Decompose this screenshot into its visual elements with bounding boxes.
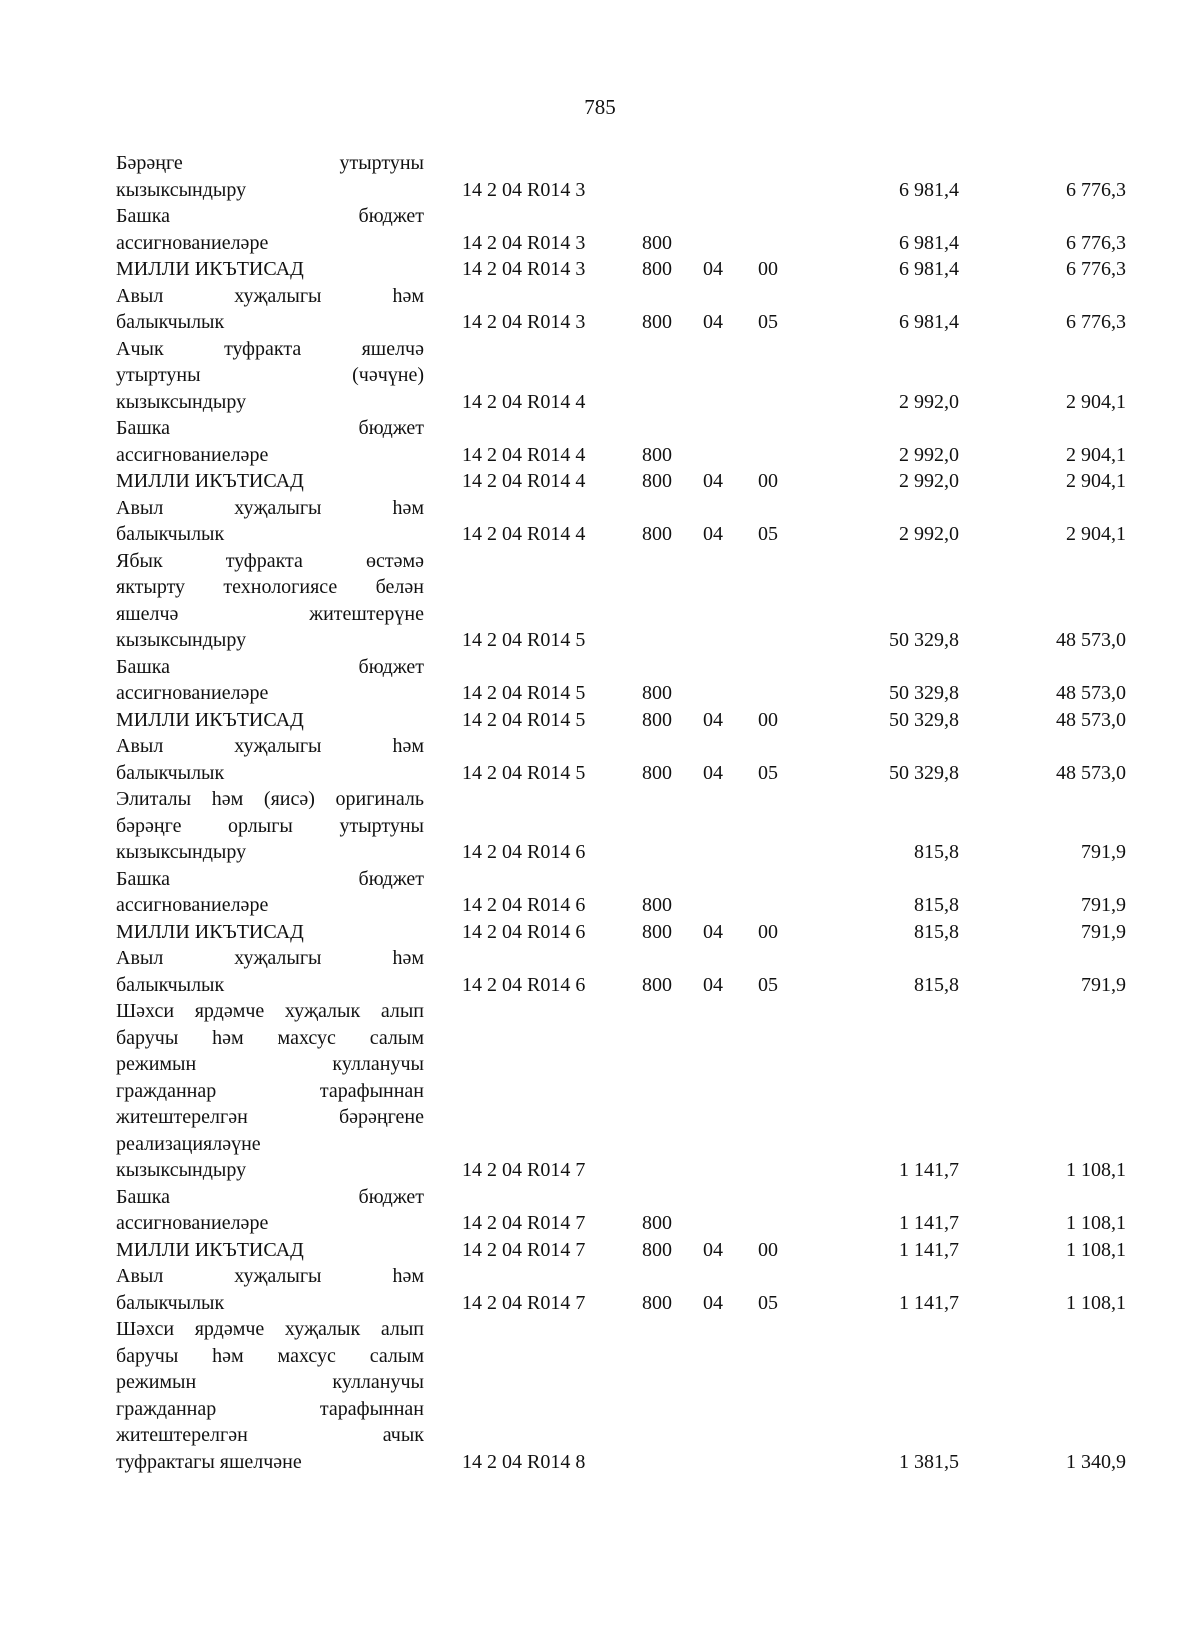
table-row xyxy=(116,998,1126,1184)
amount-year-2: 1 340,9 xyxy=(1066,1450,1126,1473)
row-name xyxy=(116,283,424,336)
row-name-line: Бәрәңге утыртуны xyxy=(116,152,424,174)
row-name-line: Башка бюджет xyxy=(116,417,424,439)
row-name xyxy=(116,415,424,468)
amount-year-1: 815,8 xyxy=(914,920,959,943)
subsection-code: 00 xyxy=(758,258,778,280)
target-code: 14 2 04 R014 7 xyxy=(462,1212,586,1234)
amount-year-2: 1 108,1 xyxy=(1066,1291,1126,1314)
row-name-line: ассигнованиеләре xyxy=(116,682,269,704)
row-name-line: Ачык туфракта яшелчә xyxy=(116,337,424,360)
row-name xyxy=(116,866,424,919)
row-name xyxy=(116,919,424,946)
row-name-line: ассигнованиеләре xyxy=(116,443,269,466)
amount-year-2: 2 904,1 xyxy=(1066,523,1126,545)
amount-year-1: 815,8 xyxy=(914,894,959,916)
amount-year-1: 6 981,4 xyxy=(899,311,959,333)
amount-year-2: 791,9 xyxy=(1081,920,1126,943)
row-name xyxy=(116,1316,424,1475)
target-code: 14 2 04 R014 3 xyxy=(462,311,586,333)
expense-type: 800 xyxy=(642,523,672,545)
table-row xyxy=(116,1263,1126,1316)
row-name xyxy=(116,1184,424,1237)
row-name xyxy=(116,468,424,495)
target-code: 14 2 04 R014 5 xyxy=(462,682,586,704)
row-name-line: Башка бюджет xyxy=(116,205,424,227)
row-name xyxy=(116,998,424,1184)
row-name-line: балыкчылык xyxy=(116,1291,225,1314)
row-name xyxy=(116,336,424,416)
table-row xyxy=(116,945,1126,998)
row-name-line: режимын кулланучы xyxy=(116,1371,424,1393)
table-row xyxy=(116,336,1126,416)
amount-year-2: 1 108,1 xyxy=(1066,1212,1126,1234)
row-name-line: МИЛЛИ ИКЪТИСАД xyxy=(116,708,304,731)
amount-year-1: 50 329,8 xyxy=(889,761,959,784)
amount-year-1: 815,8 xyxy=(914,841,959,863)
amount-year-1: 50 329,8 xyxy=(889,629,959,651)
target-code: 14 2 04 R014 4 xyxy=(462,523,586,545)
target-code: 14 2 04 R014 8 xyxy=(462,1450,586,1473)
amount-year-2: 48 573,0 xyxy=(1056,682,1126,704)
row-name xyxy=(116,733,424,786)
row-name-line: житештерелгән бәрәңгене xyxy=(116,1106,424,1128)
row-name-line: Авыл хуҗалыгы һәм xyxy=(116,1265,424,1287)
row-name-line: кызыксындыру xyxy=(116,1159,247,1181)
expense-type: 800 xyxy=(642,311,672,333)
section-code: 04 xyxy=(703,470,723,492)
section-code: 04 xyxy=(703,708,723,731)
target-code: 14 2 04 R014 6 xyxy=(462,920,586,943)
row-name-line: режимын кулланучы xyxy=(116,1053,424,1075)
subsection-code: 00 xyxy=(758,920,778,943)
row-name-line: туфрактагы яшелчәне xyxy=(116,1450,302,1473)
amount-year-1: 1 141,7 xyxy=(899,1159,959,1181)
row-name-line: ассигнованиеләре xyxy=(116,1212,269,1234)
amount-year-2: 48 573,0 xyxy=(1056,629,1126,651)
target-code: 14 2 04 R014 5 xyxy=(462,708,586,731)
row-name-line: утыртуны (чәчүне) xyxy=(116,364,424,386)
amount-year-1: 1 141,7 xyxy=(899,1291,959,1314)
target-code: 14 2 04 R014 7 xyxy=(462,1291,586,1314)
section-code: 04 xyxy=(703,920,723,943)
row-name-line: гражданнар тарафыннан xyxy=(116,1079,424,1102)
target-code: 14 2 04 R014 3 xyxy=(462,178,586,201)
row-name-line: баручы һәм махсус салым xyxy=(116,1344,424,1367)
amount-year-1: 2 992,0 xyxy=(899,443,959,466)
table-row xyxy=(116,654,1126,707)
subsection-code: 05 xyxy=(758,311,778,333)
amount-year-2: 6 776,3 xyxy=(1066,231,1126,254)
expense-type: 800 xyxy=(642,973,672,996)
amount-year-1: 1 141,7 xyxy=(899,1238,959,1261)
table-row xyxy=(116,866,1126,919)
row-name-line: реализацияләүне xyxy=(116,1132,261,1155)
expense-type: 800 xyxy=(642,920,672,943)
expense-type: 800 xyxy=(642,682,672,704)
table-row xyxy=(116,283,1126,336)
row-name-line: балыкчылык xyxy=(116,973,225,996)
row-name-line: кызыксындыру xyxy=(116,390,247,413)
table-row xyxy=(116,468,1126,495)
row-name xyxy=(116,256,424,283)
table-row xyxy=(116,415,1126,468)
budget-table xyxy=(116,150,1126,1475)
expense-type: 800 xyxy=(642,1212,672,1234)
row-name xyxy=(116,203,424,256)
row-name-line: баручы һәм махсус салым xyxy=(116,1026,424,1049)
row-name xyxy=(116,654,424,707)
subsection-code: 00 xyxy=(758,708,778,731)
amount-year-1: 815,8 xyxy=(914,973,959,996)
table-row xyxy=(116,203,1126,256)
row-name xyxy=(116,786,424,866)
amount-year-2: 48 573,0 xyxy=(1056,708,1126,731)
row-name-line: МИЛЛИ ИКЪТИСАД xyxy=(116,470,304,492)
expense-type: 800 xyxy=(642,761,672,784)
subsection-code: 05 xyxy=(758,1291,778,1314)
row-name-line: Элиталы һәм (яисә) оригиналь xyxy=(116,788,424,810)
row-name xyxy=(116,495,424,548)
table-row xyxy=(116,150,1126,203)
row-name-line: Шәхси ярдәмче хуҗалык алып xyxy=(116,1000,424,1022)
table-row xyxy=(116,707,1126,734)
expense-type: 800 xyxy=(642,708,672,731)
row-name-line: гражданнар тарафыннан xyxy=(116,1397,424,1420)
row-name-line: Авыл хуҗалыгы һәм xyxy=(116,496,424,519)
row-name-line: Башка бюджет xyxy=(116,867,424,890)
amount-year-1: 1 381,5 xyxy=(899,1450,959,1473)
amount-year-1: 50 329,8 xyxy=(889,682,959,704)
section-code: 04 xyxy=(703,311,723,333)
section-code: 04 xyxy=(703,258,723,280)
amount-year-2: 6 776,3 xyxy=(1066,178,1126,201)
expense-type: 800 xyxy=(642,470,672,492)
row-name-line: бәрәңге орлыгы утыртуны xyxy=(116,814,424,837)
row-name-line: Авыл хуҗалыгы һәм xyxy=(116,947,424,969)
row-name-line: балыкчылык xyxy=(116,761,225,784)
expense-type: 800 xyxy=(642,231,672,254)
amount-year-1: 6 981,4 xyxy=(899,258,959,280)
target-code: 14 2 04 R014 4 xyxy=(462,443,586,466)
amount-year-1: 2 992,0 xyxy=(899,390,959,413)
amount-year-2: 48 573,0 xyxy=(1056,761,1126,784)
row-name-line: кызыксындыру xyxy=(116,178,247,201)
row-name xyxy=(116,548,424,654)
expense-type: 800 xyxy=(642,894,672,916)
row-name-line: житештерелгән ачык xyxy=(116,1424,424,1446)
row-name-line: Авыл хуҗалыгы һәм xyxy=(116,735,424,757)
row-name-line: ассигнованиеләре xyxy=(116,231,269,254)
row-name-line: МИЛЛИ ИКЪТИСАД xyxy=(116,258,304,280)
target-code: 14 2 04 R014 6 xyxy=(462,973,586,996)
subsection-code: 05 xyxy=(758,973,778,996)
table-row xyxy=(116,733,1126,786)
amount-year-2: 2 904,1 xyxy=(1066,390,1126,413)
row-name-line: яшелчә житештерүне xyxy=(116,602,424,625)
table-row xyxy=(116,919,1126,946)
section-code: 04 xyxy=(703,1291,723,1314)
row-name xyxy=(116,1237,424,1264)
row-name-line: Башка бюджет xyxy=(116,1185,424,1208)
amount-year-2: 791,9 xyxy=(1081,973,1126,996)
subsection-code: 05 xyxy=(758,761,778,784)
amount-year-2: 6 776,3 xyxy=(1066,311,1126,333)
row-name-line: ассигнованиеләре xyxy=(116,894,269,916)
row-name-line: Шәхси ярдәмче хуҗалык алып xyxy=(116,1318,424,1340)
target-code: 14 2 04 R014 6 xyxy=(462,841,586,863)
section-code: 04 xyxy=(703,1238,723,1261)
table-row xyxy=(116,1184,1126,1237)
amount-year-2: 1 108,1 xyxy=(1066,1238,1126,1261)
row-name-line: яктырту технологиясе белән xyxy=(116,576,424,598)
amount-year-2: 6 776,3 xyxy=(1066,258,1126,280)
target-code: 14 2 04 R014 7 xyxy=(462,1159,586,1181)
expense-type: 800 xyxy=(642,1238,672,1261)
target-code: 14 2 04 R014 5 xyxy=(462,629,586,651)
target-code: 14 2 04 R014 4 xyxy=(462,390,586,413)
table-row xyxy=(116,548,1126,654)
amount-year-1: 1 141,7 xyxy=(899,1212,959,1234)
row-name-line: Башка бюджет xyxy=(116,655,424,678)
target-code: 14 2 04 R014 5 xyxy=(462,761,586,784)
target-code: 14 2 04 R014 4 xyxy=(462,470,586,492)
amount-year-1: 50 329,8 xyxy=(889,708,959,731)
row-name-line: Авыл хуҗалыгы һәм xyxy=(116,284,424,307)
amount-year-1: 2 992,0 xyxy=(899,523,959,545)
target-code: 14 2 04 R014 3 xyxy=(462,231,586,254)
section-code: 04 xyxy=(703,523,723,545)
amount-year-2: 791,9 xyxy=(1081,841,1126,863)
amount-year-1: 6 981,4 xyxy=(899,231,959,254)
row-name xyxy=(116,707,424,734)
amount-year-1: 6 981,4 xyxy=(899,178,959,201)
expense-type: 800 xyxy=(642,443,672,466)
table-row xyxy=(116,495,1126,548)
row-name-line: балыкчылык xyxy=(116,523,225,545)
amount-year-2: 2 904,1 xyxy=(1066,443,1126,466)
row-name xyxy=(116,1263,424,1316)
row-name xyxy=(116,150,424,203)
amount-year-2: 791,9 xyxy=(1081,894,1126,916)
row-name-line: МИЛЛИ ИКЪТИСАД xyxy=(116,920,304,943)
section-code: 04 xyxy=(703,973,723,996)
page-number: 785 xyxy=(584,95,616,119)
table-row xyxy=(116,1316,1126,1475)
target-code: 14 2 04 R014 7 xyxy=(462,1238,586,1261)
amount-year-1: 2 992,0 xyxy=(899,470,959,492)
expense-type: 800 xyxy=(642,1291,672,1314)
row-name-line: МИЛЛИ ИКЪТИСАД xyxy=(116,1238,304,1261)
target-code: 14 2 04 R014 3 xyxy=(462,258,586,280)
table-row xyxy=(116,786,1126,866)
row-name-line: кызыксындыру xyxy=(116,629,247,651)
subsection-code: 00 xyxy=(758,470,778,492)
table-row xyxy=(116,256,1126,283)
amount-year-2: 1 108,1 xyxy=(1066,1159,1126,1181)
target-code: 14 2 04 R014 6 xyxy=(462,894,586,916)
subsection-code: 00 xyxy=(758,1238,778,1261)
row-name-line: балыкчылык xyxy=(116,311,225,333)
section-code: 04 xyxy=(703,761,723,784)
expense-type: 800 xyxy=(642,258,672,280)
row-name-line: Ябык туфракта өстәмә xyxy=(116,549,424,572)
row-name-line: кызыксындыру xyxy=(116,841,247,863)
subsection-code: 05 xyxy=(758,523,778,545)
amount-year-2: 2 904,1 xyxy=(1066,470,1126,492)
table-row xyxy=(116,1237,1126,1264)
row-name xyxy=(116,945,424,998)
